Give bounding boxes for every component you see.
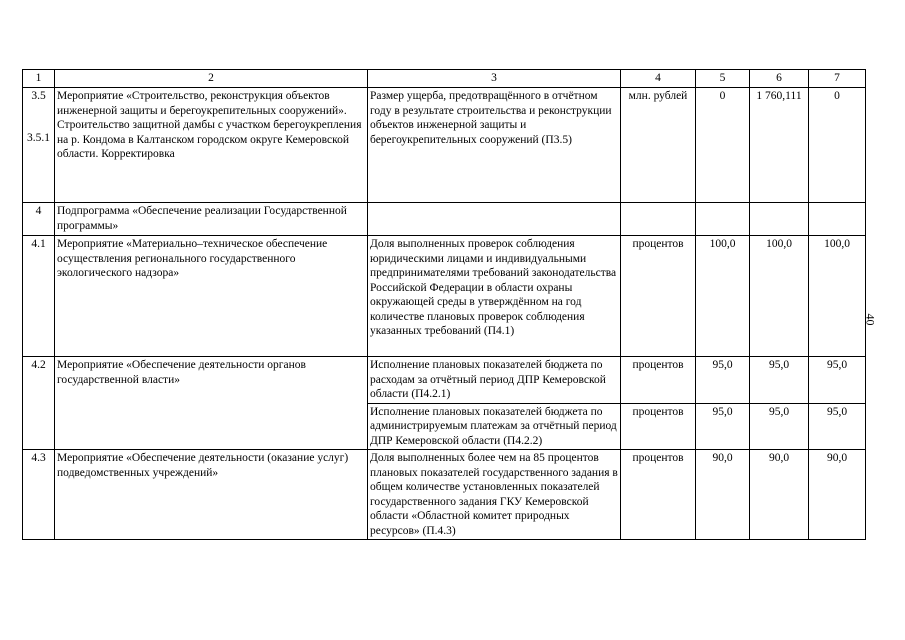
row-number-main: 3.5: [31, 90, 46, 102]
value-col-5: 95,0: [696, 357, 750, 404]
unit-cell: [621, 203, 696, 236]
indicator-cell: Доля выполненных более чем на 85 процентов плановых показателей государственного задания в общем количестве установленных показателей государственного задания ГКУ Кемеровской области «Областной комитет природных ресурсов» (П.4.3): [368, 450, 621, 540]
row-number-sub: 3.5.1: [27, 131, 50, 144]
value-col-5: 0: [696, 88, 750, 203]
unit-cell: процентов: [621, 450, 696, 540]
indicator-cell: [368, 203, 621, 236]
row-number: 4.2: [23, 357, 55, 450]
value-col-5: 95,0: [696, 403, 750, 450]
value-col-7: 95,0: [809, 357, 866, 404]
measure-cell: Подпрограмма «Обеспечение реализации Государственной программы»: [55, 203, 368, 236]
measure-cell: Мероприятие «Обеспечение деятельности органов государственной власти»: [55, 357, 368, 450]
unit-cell: процентов: [621, 403, 696, 450]
header-row: [23, 70, 866, 88]
value-col-6: 90,0: [750, 450, 809, 540]
header-col-6: 6: [750, 70, 809, 88]
page-number: 40: [863, 313, 878, 326]
value-col-7: 95,0: [809, 403, 866, 450]
unit-cell: млн. рублей: [621, 88, 696, 203]
value-col-7: 0: [809, 88, 866, 203]
row-number: 4.1: [23, 236, 55, 357]
value-col-7: [809, 203, 866, 236]
indicator-cell: Исполнение плановых показателей бюджета по расходам за отчётный период ДПР Кемеровской области (П4.2.1): [368, 357, 621, 404]
table-row: [23, 203, 866, 236]
value-col-6: 1 760,111: [750, 88, 809, 203]
value-col-7: 90,0: [809, 450, 866, 540]
measure-cell: Мероприятие «Материально–техническое обеспечение осуществления регионального государственного экологического надзора»: [55, 236, 368, 357]
indicator-cell: Размер ущерба, предотвращённого в отчётном году в результате строительства и реконструкции объектов инженерной защиты и берегоукрепительных сооружений (П3.5): [368, 88, 621, 203]
measure-cell: Мероприятие «Обеспечение деятельности (оказание услуг) подведомственных учреждений»: [55, 450, 368, 540]
measure-text: Мероприятие «Строительство, реконструкция объектов инженерной защиты и берегоукрепительных сооружений».: [57, 90, 347, 117]
header-col-7: 7: [809, 70, 866, 88]
table-row: [23, 88, 866, 203]
value-col-6: 95,0: [750, 357, 809, 404]
value-col-5: 100,0: [696, 236, 750, 357]
value-col-5: 90,0: [696, 450, 750, 540]
table-row: [23, 236, 866, 357]
row-number: [23, 88, 55, 203]
row-number: 4.3: [23, 450, 55, 540]
value-col-6: 95,0: [750, 403, 809, 450]
indicators-table: [22, 69, 866, 540]
value-col-5: [696, 203, 750, 236]
unit-cell: процентов: [621, 236, 696, 357]
measure-cell: [55, 88, 368, 203]
table-row: [23, 357, 866, 404]
value-col-7: 100,0: [809, 236, 866, 357]
header-col-4: 4: [621, 70, 696, 88]
header-col-3: 3: [368, 70, 621, 88]
value-col-6: 100,0: [750, 236, 809, 357]
measure-subtext: Строительство защитной дамбы с участком берегоукрепления на р. Кондома в Калтанском городском округе Кемеровской области. Корректировка: [57, 119, 362, 160]
indicator-cell: Доля выполненных проверок соблюдения юридическими лицами и индивидуальными предпринимателями требований законодательства Российской Федерации в области охраны окружающей среды в утверждённом на год количестве плановых проверок соблюдения указанных требований (П4.1): [368, 236, 621, 357]
indicator-cell: Исполнение плановых показателей бюджета по администрируемым платежам за отчётный период ДПР Кемеровской области (П4.2.2): [368, 403, 621, 450]
value-col-6: [750, 203, 809, 236]
unit-cell: процентов: [621, 357, 696, 404]
table-row: [23, 450, 866, 540]
row-number: 4: [23, 203, 55, 236]
header-col-5: 5: [696, 70, 750, 88]
header-col-2: 2: [55, 70, 368, 88]
header-col-1: 1: [23, 70, 55, 88]
